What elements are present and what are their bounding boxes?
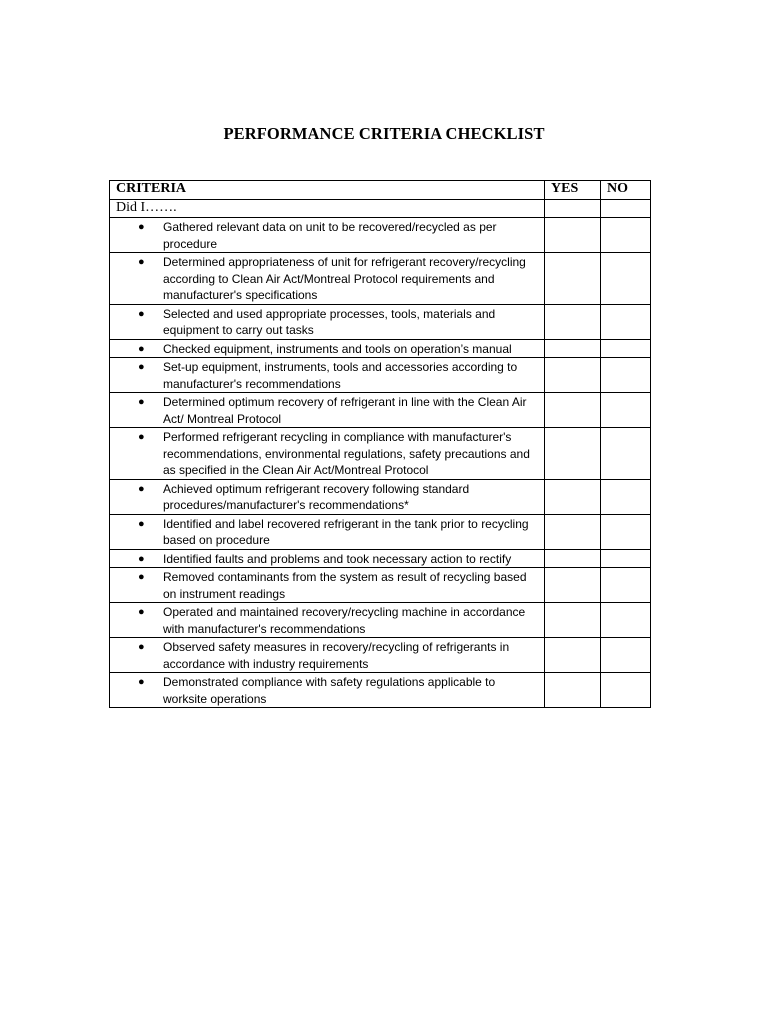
criteria-cell [110,393,545,428]
intro-row [110,200,651,218]
bullet-icon: ● [138,342,145,355]
criteria-text: Identified faults and problems and took necessary action to rectify [163,551,512,566]
criteria-cell [110,603,545,638]
yes-box[interactable] [545,393,601,428]
yes-box[interactable] [545,200,601,218]
criteria-text: Selected and used appropriate processes, tools, materials and equipment to carry out tasks [163,306,496,337]
no-box[interactable] [601,304,651,339]
bullet-icon: ● [138,396,145,408]
no-box[interactable] [601,218,651,253]
header-row [110,181,651,200]
no-box[interactable] [601,428,651,480]
no-box[interactable] [601,358,651,393]
yes-box[interactable] [545,339,601,358]
criteria-text: Observed safety measures in recovery/recycling of refrigerants in accordance with industry requirements [163,640,510,671]
table-row [110,673,651,708]
criteria-cell [110,428,545,480]
bullet-icon: ● [138,552,145,565]
table-row [110,253,651,305]
yes-box[interactable] [545,358,601,393]
page-title: PERFORMANCE CRITERIA CHECKLIST [223,124,545,143]
bullet-icon: ● [138,221,145,233]
criteria-cell [110,549,545,568]
criteria-header: CRITERIA [110,181,545,200]
yes-box[interactable] [545,638,601,673]
criteria-cell [110,673,545,708]
bullet-icon: ● [138,571,145,583]
table-row [110,603,651,638]
yes-header: YES [545,181,601,200]
criteria-text: Performed refrigerant recycling in compliance with manufacturer's recommendations, environmental regulations, safety precautions and as specified in the Clean Air Act/Montreal Protocol [163,430,530,477]
yes-box[interactable] [545,673,601,708]
bullet-icon: ● [138,431,145,443]
bullet-icon: ● [138,482,145,495]
yes-box[interactable] [545,514,601,549]
criteria-cell [110,304,545,339]
no-box[interactable] [601,638,651,673]
bullet-icon: ● [138,307,145,320]
bullet-icon: ● [138,676,145,688]
no-box[interactable] [601,200,651,218]
yes-box[interactable] [545,549,601,568]
no-box[interactable] [601,603,651,638]
yes-box[interactable] [545,218,601,253]
criteria-text: Determined appropriateness of unit for refrigerant recovery/recycling according to Clean Air Act/Montreal Protocol requirements and manufacturer's specifications [163,255,526,302]
no-box[interactable] [601,568,651,603]
bullet-icon: ● [138,641,145,653]
criteria-text: Operated and maintained recovery/recycling machine in accordance with manufacturer's recommendations [163,605,526,636]
table-row [110,218,651,253]
table-row [110,479,651,514]
table-row [110,568,651,603]
criteria-body [110,200,651,708]
criteria-text: Achieved optimum refrigerant recovery following standard procedures/manufacturer's recommendations* [163,481,470,512]
intro-cell [110,200,545,218]
criteria-text: Removed contaminants from the system as result of recycling based on instrument readings [163,570,527,601]
criteria-text: Set-up equipment, instruments, tools and accessories according to manufacturer's recommendations [163,360,518,391]
table-row [110,393,651,428]
no-header: NO [601,181,651,200]
criteria-cell [110,218,545,253]
yes-box[interactable] [545,253,601,305]
no-box[interactable] [601,673,651,708]
no-box[interactable] [601,339,651,358]
table-row [110,638,651,673]
yes-box[interactable] [545,603,601,638]
bullet-icon: ● [138,361,145,373]
criteria-text: Checked equipment, instruments and tools on operation’s manual [163,341,512,356]
criteria-cell [110,479,545,514]
criteria-cell [110,358,545,393]
table-row [110,549,651,568]
bullet-icon: ● [138,606,145,618]
yes-box[interactable] [545,304,601,339]
table-row [110,304,651,339]
criteria-text: Gathered relevant data on unit to be recovered/recycled as per procedure [163,220,497,251]
criteria-cell [110,514,545,549]
criteria-cell [110,568,545,603]
table-row [110,339,651,358]
criteria-text: Identified and label recovered refrigerant in the tank prior to recycling based on procedure [163,516,529,547]
criteria-cell [110,253,545,305]
no-box[interactable] [601,514,651,549]
criteria-cell [110,339,545,358]
intro-text: Did I……. [116,200,177,215]
criteria-cell [110,638,545,673]
table-row [110,428,651,480]
criteria-text: Demonstrated compliance with safety regulations applicable to worksite operations [163,675,496,706]
no-box[interactable] [601,393,651,428]
table-row [110,514,651,549]
bullet-icon: ● [138,517,145,530]
yes-box[interactable] [545,568,601,603]
bullet-icon: ● [138,256,145,268]
no-box[interactable] [601,549,651,568]
criteria-table [109,180,651,708]
criteria-text: Determined optimum recovery of refrigerant in line with the Clean Air Act/ Montreal Protocol [163,395,527,426]
no-box[interactable] [601,479,651,514]
yes-box[interactable] [545,428,601,480]
table-row [110,358,651,393]
yes-box[interactable] [545,479,601,514]
no-box[interactable] [601,253,651,305]
